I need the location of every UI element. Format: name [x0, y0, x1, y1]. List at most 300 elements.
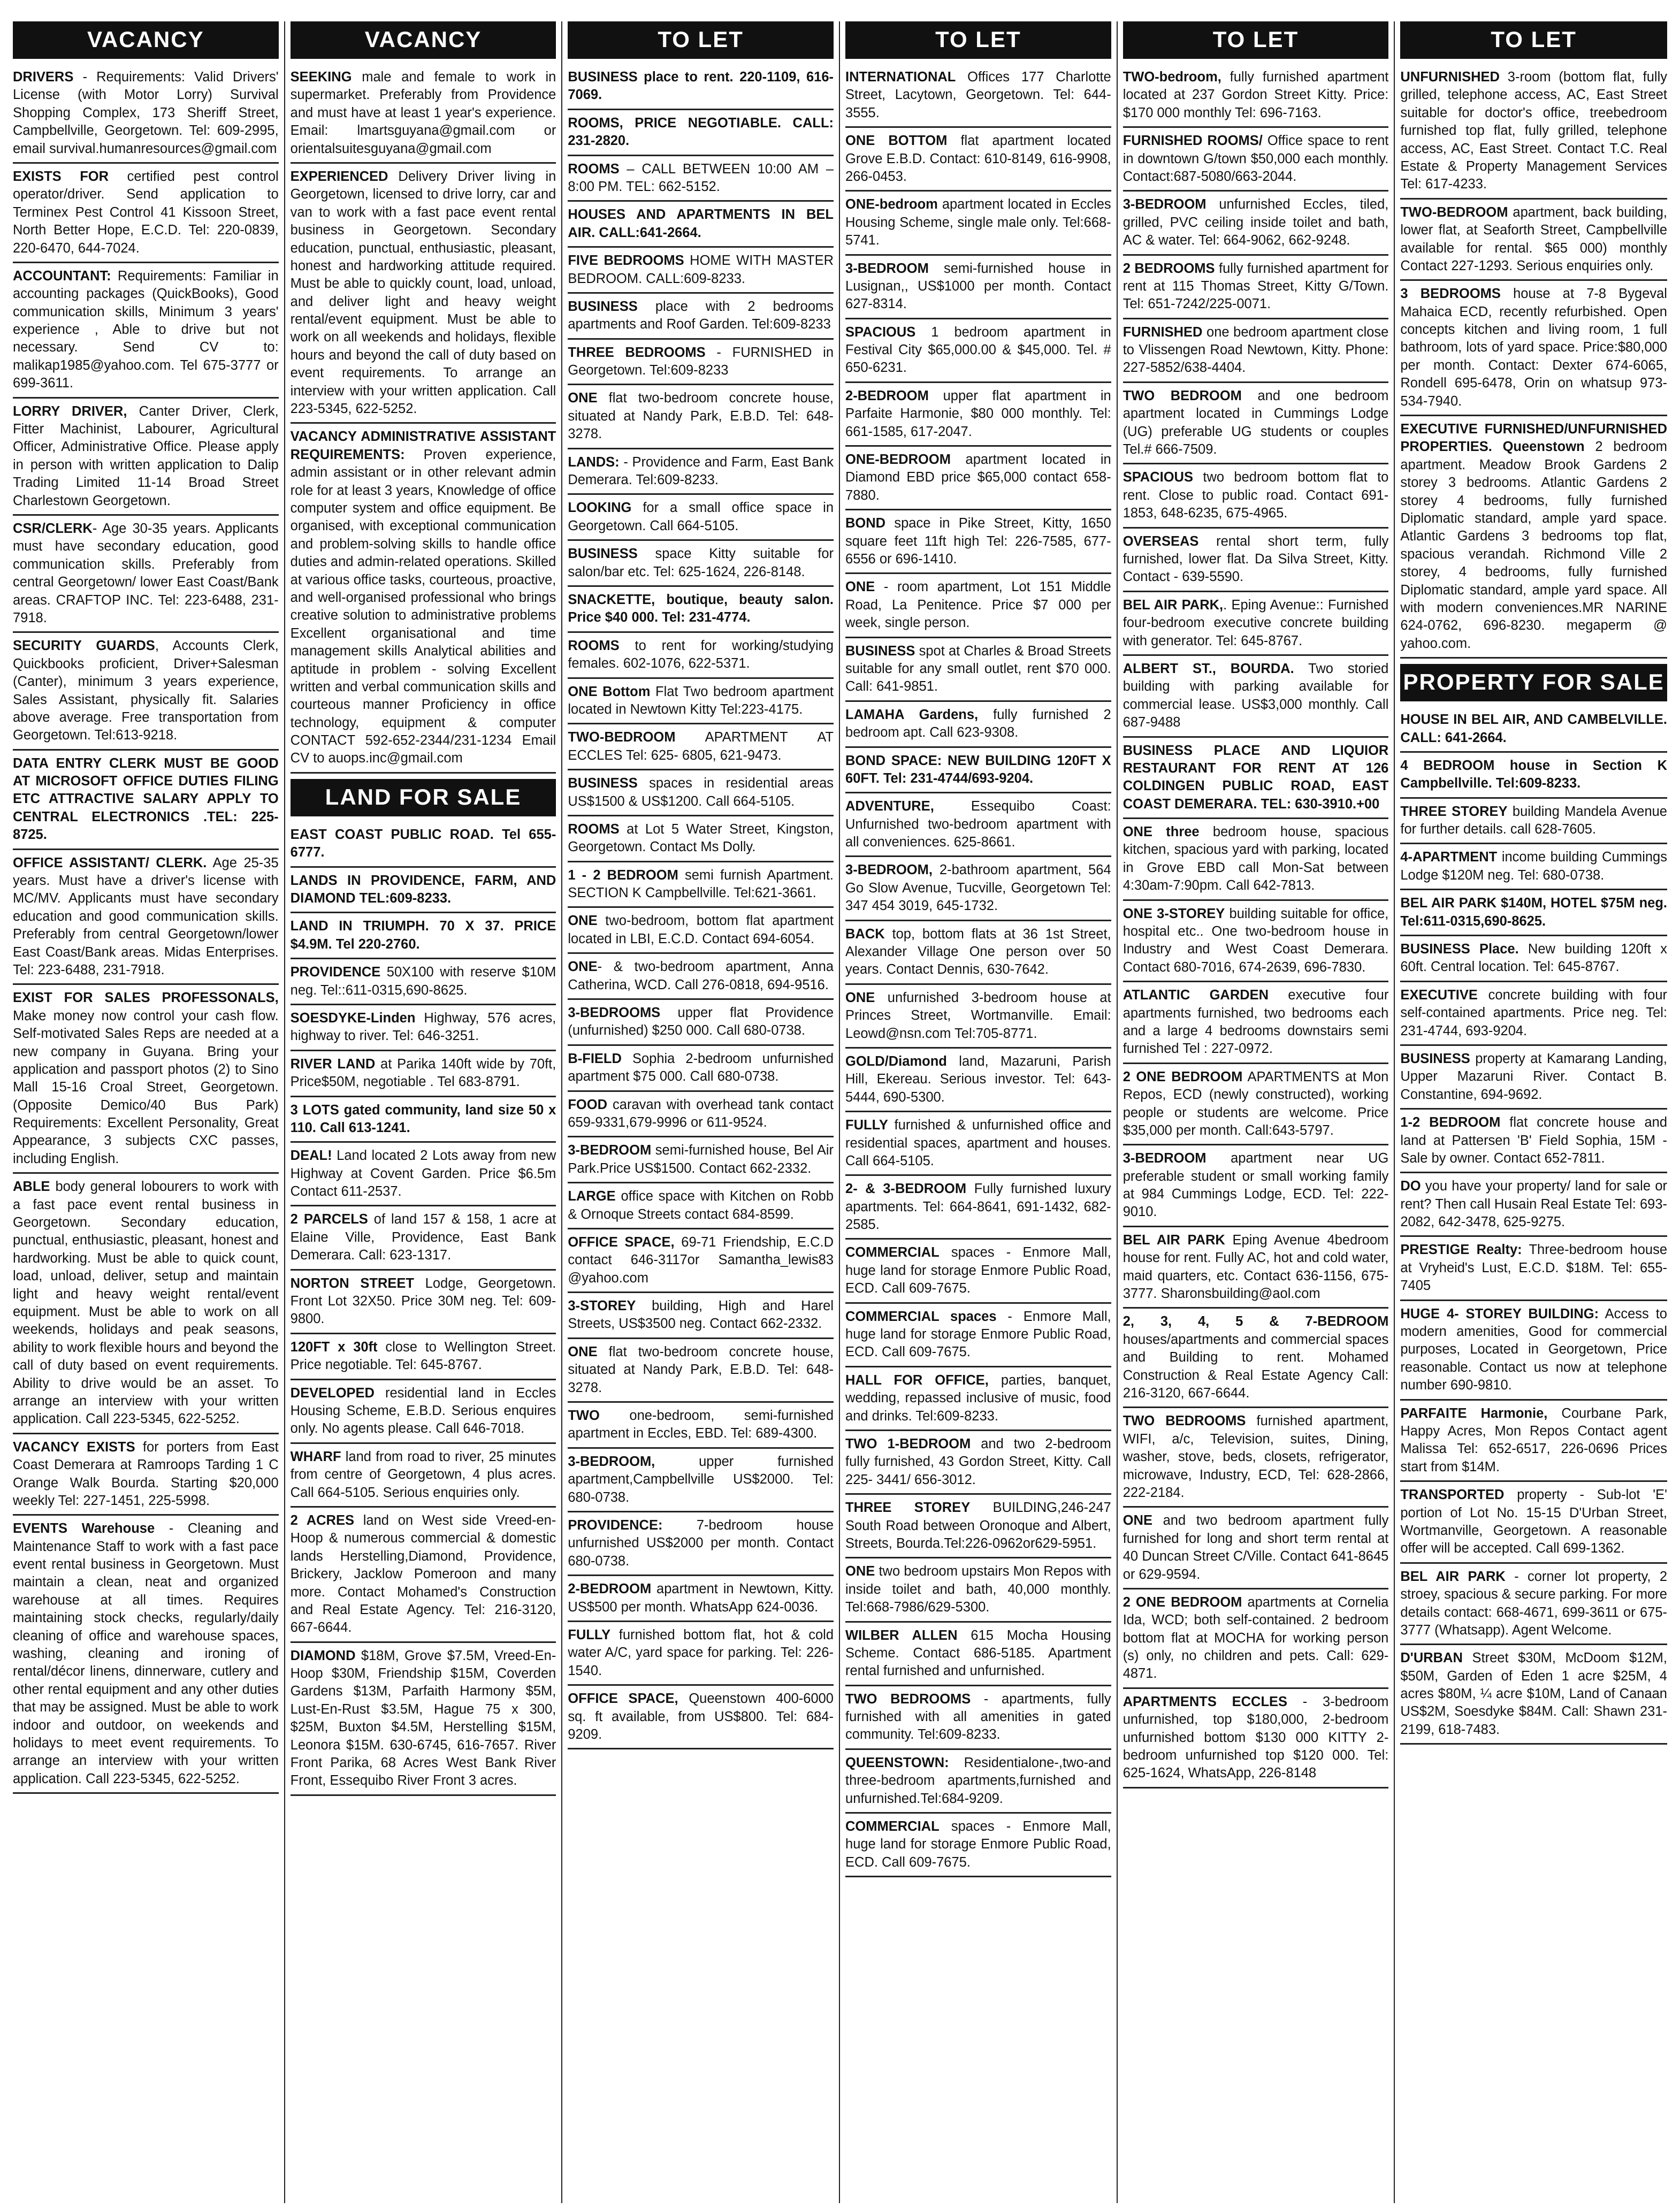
ad-headline: ONE-bedroom	[845, 197, 938, 212]
ad-body: building suitable for office, hospital etc.. One two-bedroom house in Industry and West Coast Demerara. Contact 680-7016, 674-2639, 696-7830.	[1122, 906, 1389, 975]
ad-headline: ONE	[568, 391, 598, 406]
ad-headline: BUSINESS Place.	[1400, 942, 1519, 957]
ad-headline: THREE STOREY	[1400, 804, 1508, 819]
ad-headline: LOOKING	[568, 500, 632, 516]
ad-headline: WHARF	[290, 1449, 341, 1464]
ad-body: 69-71 Friendship, E.C.D contact 646-3117or Samantha_lewis83 @yahoo.com	[568, 1234, 834, 1286]
classified-ad	[568, 158, 834, 202]
classified-ad	[1400, 1303, 1667, 1401]
classified-ad	[1400, 1048, 1667, 1110]
classified-ad	[845, 449, 1111, 510]
classified-ad	[568, 1688, 834, 1749]
classified-ad	[1400, 755, 1667, 799]
ad-body: . Eping Avenue:: Furnished four-bedroom executive concrete building with generator. Tel: 645-8767.	[1122, 597, 1389, 648]
ad-body: Delivery Driver living in Georgetown, licensed to drive lorry, car and van to work with a fast pace event rental business in Georgetown. Secondary education, punctual, enthusiastic, pleasant, honest and hardworking attitude required. Must be able to quickly count, load, unload, and deliver light and heavy weight rental/event equipment. Must be able to work on all weekends and holidays, flexible hours and beyond the call of duty based on event requirements. To arrange an interview with your written application. Call 223-5345, 622-5252.	[290, 169, 556, 417]
ad-headline: FULLY	[568, 1627, 611, 1642]
ad-headline: 2 BEDROOMS	[1122, 261, 1215, 276]
classified-ad	[291, 1645, 556, 1796]
ad-body: - Requirements: Valid Drivers' License (with Motor Lorry) Survival Shopping Complex, 173 Sheriff Street, Campbellville, Georgetown. Tel: 609-2995, email survival.humanresources@gmail.com	[13, 70, 279, 156]
ad-headline: FIVE BEDROOMS	[568, 253, 684, 269]
classified-ad	[568, 865, 834, 908]
classified-ad	[1123, 984, 1389, 1064]
classified-ad	[1123, 740, 1389, 820]
ad-headline: TWO-bedroom,	[1122, 70, 1221, 85]
ad-headline: ONE	[568, 959, 598, 975]
classified-ad	[568, 589, 834, 633]
ad-headline: APARTMENTS ECCLES	[1122, 1694, 1288, 1709]
classified-ad	[1400, 1647, 1667, 1745]
section-header: TO LET	[1400, 21, 1667, 59]
ad-body: land from road to river, 25 minutes from centre of Georgetown, 4 plus acres. Call 664-5105. Serious enquiries only.	[290, 1449, 556, 1500]
ad-body: building, High and Harel Streets, US$3500 neg. Contact 662-2332.	[568, 1298, 834, 1332]
classified-ad	[1123, 903, 1389, 983]
classified-ad	[845, 1497, 1111, 1558]
ad-headline: FURNISHED	[1122, 324, 1203, 340]
ad-body: - 3-bedroom unfurnished, top $180,000, 2-bedroom unfurnished bottom $130 000 KITTY 2-bedroom unfurnished top $120 000. Tel: 625-1624, WhatsApp, 226-8148	[1122, 1694, 1389, 1781]
ad-body: apartment near UG preferable student or small working family at 984 Cummings Lodge, ECD. Tel: 222-9010.	[1122, 1151, 1389, 1220]
ad-body: spaces in residential areas US$1500 & US$1200. Call 664-5105.	[568, 776, 834, 809]
classified-ad	[845, 322, 1111, 383]
classified-ad	[1123, 1510, 1389, 1589]
classified-ad	[291, 66, 556, 164]
classified-ad	[845, 987, 1111, 1049]
classified-ad	[1400, 418, 1667, 659]
classified-ad	[845, 513, 1111, 574]
classified-ad	[845, 258, 1111, 319]
ad-body: concrete building with four self-contained apartments. Price neg. Tel: 231-4744, 693-9204.	[1400, 987, 1667, 1038]
classified-ad	[1123, 1691, 1389, 1788]
ad-headline: 3-BEDROOM	[568, 1143, 652, 1158]
classified-ad	[845, 576, 1111, 638]
classified-ad	[845, 704, 1111, 748]
ad-headline: PROVIDENCE	[290, 965, 381, 980]
classified-ad	[845, 1178, 1111, 1240]
classified-ad	[1400, 1484, 1667, 1564]
ad-body: at Parika 140ft wide by 70ft, Price$50M, negotiable . Tel 683-8791.	[290, 1056, 556, 1090]
ad-headline: 120FT x 30ft	[290, 1339, 378, 1355]
ad-body: and two 2-bedroom fully furnished, 43 Gordon Street, Kitty. Call 225- 3441/ 656-3012.	[845, 1436, 1111, 1487]
classified-ad	[1400, 938, 1667, 982]
classified-ad	[1123, 1066, 1389, 1146]
ad-headline: DEAL!	[290, 1148, 332, 1164]
ad-body: apartment located in Eccles Housing Scheme, single male only. Tel:668-5741.	[845, 197, 1111, 248]
ad-headline: BEL AIR PARK,	[1122, 597, 1224, 613]
ad-headline: ONE	[845, 579, 875, 595]
ad-headline: EVENTS Warehouse	[13, 1521, 155, 1537]
ad-headline: BOND	[845, 516, 886, 531]
classified-ad	[568, 681, 834, 725]
ad-body: and two bedroom apartment fully furnished for long and short term rental at 40 Duncan Street C/Ville. Contact 641-8645 or 629-9594.	[1122, 1513, 1389, 1582]
ad-headline: TWO BEDROOM	[1122, 388, 1242, 403]
ad-headline: ONE	[845, 990, 875, 1005]
classified-ad	[568, 204, 834, 248]
ad-headline: BEL AIR PARK	[1400, 1569, 1506, 1584]
ad-body: - Age 30-35 years. Applicants must have secondary education, good communication skills. Preferably from central Georgetown/ lower East Coast/Bank areas. CRAFTOP INC. Tel: 223-6488, 231-7918.	[13, 521, 279, 625]
classified-ad	[1400, 1239, 1667, 1301]
ad-headline: DIAMOND	[290, 1648, 356, 1663]
classified-ad	[568, 1578, 834, 1622]
ad-body: unfurnished 3-bedroom house at Princes Street, Wortmanville. Email: Leowd@nsn.com Tel:705-8771.	[845, 990, 1111, 1041]
classified-ad	[568, 956, 834, 1000]
ad-headline: D'URBAN	[1400, 1650, 1463, 1666]
classified-ad	[1123, 594, 1389, 656]
ad-headline: OVERSEAS	[1122, 533, 1199, 549]
ad-headline: ROOMS, PRICE NEGOTIABLE. CALL: 231-2820.	[568, 115, 834, 149]
section-header: TO LET	[568, 21, 834, 59]
ad-body: caravan with overhead tank contact 659-9331,679-9996 or 611-9524.	[568, 1097, 834, 1130]
ad-body: Eping Avenue 4bedroom house for rent. Fully AC, hot and cold water, maid quarters, etc. Contact 636-1156, 675-3777. Sharonsbuilding@aol.com	[1122, 1232, 1389, 1302]
ad-headline: EXIST FOR SALES PROFESSONALS,	[13, 990, 279, 1006]
ad-body: income building Cummings Lodge $120M neg. Tel: 680-0738.	[1400, 850, 1667, 883]
ad-headline: 2-BEDROOM	[845, 388, 929, 403]
ad-body: space Kitty suitable for salon/bar etc. Tel: 625-1624, 226-8148.	[568, 546, 834, 579]
ad-headline: LANDS IN PROVIDENCE, FARM, AND DIAMOND TEL:609-8233.	[290, 873, 556, 906]
classified-ad	[13, 265, 279, 399]
classified-ad	[1400, 283, 1667, 416]
ad-body: Fully furnished luxury apartments. Tel: 664-8641, 691-1432, 682-2585.	[845, 1181, 1111, 1233]
classified-ad	[568, 1002, 834, 1046]
ad-body: two bedroom upstairs Mon Repos with inside toilet and bath, 40,000 monthly. Tel:668-7986/629-5300.	[845, 1564, 1111, 1615]
ad-body: Make money now control your cash flow. Self-motivated Sales Reps are needed at a new company in Guyana. Bring your application and passport photos (2) to Sino Mall 15-16 Croal Street, Georgetown. (Opposite Demico/40 Bus Park) Requirements: Excellent Personality, Great Appearance, 3 subjects CXC passes, including English.	[13, 1008, 279, 1166]
classified-ad	[845, 1370, 1111, 1431]
classified-ad	[845, 385, 1111, 447]
ad-headline: GOLD/Diamond	[845, 1053, 947, 1069]
ad-body: semi-furnished house, Bel Air Park.Price US$1500. Contact 662-2332.	[568, 1143, 834, 1176]
classified-ad	[291, 1336, 556, 1380]
classified-ad	[568, 1140, 834, 1183]
ad-body: 1 bedroom apartment in Festival City $65,000.00 & $45,000. Tel. # 650-6231.	[845, 324, 1111, 376]
classified-ad	[13, 987, 279, 1174]
classified-ad	[1123, 1229, 1389, 1309]
ad-headline: ONE	[845, 1564, 875, 1579]
ad-body: bedroom house, spacious kitchen, spacious yard with parking, located in Grove EBD call Mon-Sat between 4:30am-7:90pm. Call 642-7813.	[1122, 824, 1389, 893]
ad-headline: EXISTS FOR	[13, 169, 109, 184]
classified-ad	[291, 870, 556, 914]
ad-body: parties, banquet, wedding, repassed inclusive of music, food and drinks. Tel:609-8233.	[845, 1372, 1111, 1424]
ad-headline: BUSINESS place to rent. 220-1109, 616-7069.	[568, 70, 834, 103]
ad-headline: DEVELOPED	[290, 1385, 375, 1401]
section-header: TO LET	[1123, 21, 1389, 59]
ad-headline: THREE STOREY	[845, 1500, 971, 1516]
ad-headline: TWO-BEDROOM	[1400, 204, 1508, 220]
classified-ad	[13, 1518, 279, 1794]
ad-body: and one bedroom apartment located in Cummings Lodge (UG) preferable UG students or couples Tel.# 666-7509.	[1122, 388, 1389, 457]
column-4	[840, 21, 1118, 2203]
ad-headline: PARFAITE Harmonie,	[1400, 1405, 1548, 1421]
column-5	[1118, 21, 1395, 2203]
ad-headline: NORTON STREET	[290, 1275, 414, 1291]
ad-headline: 2 ONE BEDROOM	[1122, 1594, 1242, 1610]
classified-ad	[291, 426, 556, 773]
classified-ad	[291, 1053, 556, 1097]
ad-headline: 2- & 3-BEDROOM	[845, 1181, 967, 1197]
ad-headline: DO	[1400, 1179, 1421, 1194]
ad-headline: HOUSES AND APARTMENTS IN BEL AIR. CALL:641-2664.	[568, 207, 834, 240]
ad-body: spaces - Enmore Mall, huge land for storage Enmore Public Road, ECD. Call 609-7675.	[845, 1819, 1111, 1870]
column-6	[1395, 21, 1673, 2203]
ad-body: two bedroom bottom flat to rent. Close to public road. Contact 691-1853, 648-6235, 675-4965.	[1122, 470, 1389, 521]
ad-headline: B-FIELD	[568, 1051, 622, 1066]
classified-ad	[568, 1186, 834, 1229]
ad-headline: 4-APARTMENT	[1400, 850, 1498, 865]
ad-body: Street $30M, McDoom $12M, $50M, Garden of Eden 1 acre $25M, 4 acres $80M, ¼ acre $10M, Land of Canaan US$2M, Soesdyke $84M. Call: Shawn 231-2199, 618-7483.	[1400, 1650, 1667, 1737]
ad-headline: 3-BEDROOMS	[568, 1005, 661, 1021]
ad-body: Sophia 2-bedroom unfurnished apartment $75 000. Call 680-0738.	[568, 1051, 834, 1084]
ad-headline: COMMERCIAL	[845, 1819, 940, 1835]
ad-headline: SPACIOUS	[1122, 470, 1193, 485]
classified-ad	[1400, 66, 1667, 200]
ad-headline: BUSINESS	[845, 643, 915, 659]
ad-headline: BOND SPACE: NEW BUILDING 120FT X 60FT. Tel: 231-4744/693-9204.	[845, 753, 1111, 786]
classified-ad	[1123, 322, 1389, 383]
ad-body: flat apartment located Grove E.B.D. Contact: 610-8149, 616-9908, 266-0453.	[845, 133, 1111, 184]
ad-body: semi-furnished house in Lusignan,, US$1000 per month. Contact 627-8314.	[845, 261, 1111, 312]
ad-headline: ABLE	[13, 1179, 50, 1195]
ad-headline: BEL AIR PARK	[1122, 1232, 1225, 1248]
ad-body: upper furnished apartment,Campbellville US$2000. Tel: 680-0738.	[568, 1454, 834, 1505]
section-header: VACANCY	[291, 21, 556, 59]
ad-body: fully furnished apartment for rent at 115 Thomas Street, Kitty G/Town. Tel: 651-7242/225-0071.	[1122, 261, 1389, 312]
classified-ad	[568, 727, 834, 770]
ad-headline: EXECUTIVE FURNISHED/UNFURNISHED PROPERTIES. Queenstown	[1400, 422, 1667, 455]
classified-ad	[568, 1515, 834, 1576]
ad-body: Canter Driver, Clerk, Fitter Machinist, Labourer, Agricultural Officer, Administrative Office. Please apply in person with written application to Dalip Trading Limited 11-14 Broad Street Charlestown Georgetown.	[13, 403, 279, 508]
column-1	[7, 21, 285, 2203]
ad-headline: 4 BEDROOM house in Section K Campbellville. Tel:609-8233.	[1400, 758, 1667, 791]
ad-headline: WILBER ALLEN	[845, 1627, 958, 1643]
ad-headline: THREE BEDROOMS	[568, 345, 706, 360]
classified-ad	[1400, 1403, 1667, 1482]
ad-headline: UNFURNISHED	[1400, 70, 1500, 85]
classified-ad	[291, 1273, 556, 1334]
classified-ad	[845, 923, 1111, 985]
ad-body: executive four apartments furnished, two bedrooms each and a large 4 bedrooms downstairs semi furnished Tel : 227-0972.	[1122, 988, 1389, 1057]
ad-headline: ADVENTURE,	[845, 799, 934, 814]
classified-ad	[291, 1209, 556, 1270]
classified-ad	[568, 635, 834, 679]
classified-ad	[845, 1051, 1111, 1112]
classified-ad	[1123, 821, 1389, 901]
classified-ad	[291, 1099, 556, 1143]
classified-ad	[845, 1242, 1111, 1303]
ad-body: house at 7-8 Bygeval Mahaica ECD, recently refurbished. Open concepts kitchen and living room, 1 full bathroom, lots of yard space. Price:$80,000 per month. Contact: Dexter 674-6065, Rondell 695-6478, Orin on whatsup 973-534-7940.	[1400, 286, 1667, 409]
classified-ad	[1400, 1112, 1667, 1173]
ad-body: Essequibo Coast: Unfurnished two-bedroom apartment with all conveniences. 625-8661.	[845, 799, 1111, 850]
ad-body: rental short term, fully furnished, lower flat. Da Silva Street, Kitty. Contact - 639-5590.	[1122, 533, 1389, 585]
classified-ad	[291, 1510, 556, 1643]
classified-ad	[845, 194, 1111, 255]
classified-ad	[568, 296, 834, 340]
ad-body: close to Wellington Street. Price negotiable. Tel: 645-8767.	[290, 1339, 556, 1373]
classified-ad	[845, 1816, 1111, 1877]
ad-headline: ONE three	[1122, 824, 1200, 840]
ad-headline: BACK	[845, 926, 885, 942]
ad-body: flat two-bedroom concrete house, situated at Nandy Park, E.B.D. Tel: 648-3278.	[568, 1344, 834, 1395]
classified-ad	[568, 387, 834, 449]
ad-body: at Lot 5 Water Street, Kingston, Georgetown. Contact Ms Dolly.	[568, 821, 834, 855]
ad-headline: FURNISHED ROOMS/	[1122, 133, 1263, 149]
ad-headline: BUSINESS	[568, 546, 638, 562]
ad-headline: ATLANTIC GARDEN	[1122, 988, 1269, 1003]
ad-headline: LAND IN TRIUMPH. 70 X 37. PRICE $4.9M. Tel 220-2760.	[290, 919, 556, 952]
ad-body: apartment, back building, lower flat, at Seaforth Street, Campbellville available for rental. $65 000) monthly Contact 227-1293. Serious enquiries only.	[1400, 204, 1667, 273]
ad-headline: ONE	[1122, 1513, 1152, 1528]
ad-headline: 2 PARCELS	[290, 1212, 368, 1227]
ad-body: office space with Kitchen on Robb & Ornoque Streets contact 684-8599.	[568, 1189, 834, 1222]
ad-body: Residentialone-,two-and three-bedroom apartments,furnished and unfurnished.Tel:684-9209.	[845, 1755, 1111, 1806]
ad-headline: HUGE 4- STOREY BUILDING:	[1400, 1306, 1599, 1321]
classified-ad	[13, 753, 279, 850]
ad-headline: LAMAHA Gardens,	[845, 707, 979, 722]
ad-headline: LARGE	[568, 1189, 616, 1204]
ad-headline: BUSINESS	[568, 776, 638, 791]
classified-ad	[1123, 531, 1389, 592]
ad-body: - Cleaning and Maintenance Staff to work with a fast pace event rental business in Georgetown. Must maintain a clean, neat and organized warehouse at all times. Requires maintaining stock checks, regularly/daily cleaning of office and warehouse spaces, washing, cleaning and ironing of rental/décor linens, dinnerware, cutlery and other rental equipment and any other duties that may be assigned. Must be able to work indoor and outdoor, on weekends and holidays to meet event requirements. To arrange an interview with your written application. Call 223-5345, 622-5252.	[13, 1521, 279, 1786]
classified-ad	[13, 635, 279, 750]
ad-body: Age 25-35 years. Must have a driver's license with MC/MV. Applicants must have secondary education and good communication skills. Preferably from central Georgetown/lower East Coast/Bank areas. Midas Enterprises. Tel: 223-6488, 231-7918.	[13, 855, 279, 977]
ad-body: land on West side Vreed-en-Hoop & numerous commercial & domestic lands Herstelling,Diamond, Providence, Brickery, Jacklow Pomeroon and many more. Contact Mohamed's Construction and Real Estate Agency. Tel: 216-3120, 667-6644.	[290, 1512, 556, 1635]
ad-body: certified pest control operator/driver. Send application to Terminex Pest Control 41 Kissoon Street, North Better Hope, E.C.D. Tel: 220-0839, 220-6470, 644-7024.	[13, 169, 279, 256]
classified-ad	[1123, 130, 1389, 192]
ad-body: building Mandela Avenue for further details. call 628-7605.	[1400, 804, 1667, 837]
ad-headline: LORRY DRIVER,	[13, 403, 127, 419]
classified-ad	[568, 773, 834, 816]
ad-body: - room apartment, Lot 151 Middle Road, La Penitence. Price $7 000 per week, single person.	[845, 579, 1111, 631]
ad-body: - Enmore Mall, huge land for storage Enmore Public Road, ECD. Call 609-7675.	[845, 1309, 1111, 1360]
ad-body: furnished apartment, WIFI, a/c, Television, suites, Dining, washer, stove, beds, closets, refrigerator, microwave, Industry, ECD, Tel: 628-2866, 222-2184.	[1122, 1413, 1389, 1500]
classified-ad	[845, 1561, 1111, 1622]
classified-ad	[568, 1232, 834, 1293]
ad-body: apartments at Cornelia Ida, WCD; both self-contained. 2 bedroom bottom flat at MOCHA for working person (s) only, no children and pets. Call: 629-4871.	[1122, 1594, 1389, 1681]
classified-ad	[1400, 709, 1667, 753]
ad-headline: EXPERIENCED	[290, 169, 388, 184]
ad-body: 7-bedroom house unfurnished US$2000 per month. Contact 680-0738.	[568, 1518, 834, 1569]
classified-ad	[1400, 892, 1667, 936]
ad-headline: 3-BEDROOM	[1122, 197, 1206, 212]
ad-body: furnished bottom flat, hot & cold water A/C, yard space for parking. Tel: 226-1540.	[568, 1627, 834, 1678]
classified-ad	[13, 66, 279, 164]
classified-ad	[291, 166, 556, 424]
ad-body: Three-bedroom house at Vryheid's Lust, E.C.D. $18M. Tel: 655-7405	[1400, 1242, 1668, 1294]
classified-ad	[568, 1094, 834, 1138]
ad-body: place with 2 bedrooms apartments and Roof Garden. Tel:609-8233	[568, 299, 834, 332]
ad-body: property at Kamarang Landing, Upper Mazaruni River. Contact B. Constantine, 694-9692.	[1400, 1051, 1667, 1102]
ad-body: Lodge, Georgetown. Front Lot 32X50. Price 30M neg. Tel: 609-9800.	[290, 1275, 556, 1327]
ad-headline: HOUSE IN BEL AIR, AND CAMBELVILLE. CALL: 641-2664.	[1400, 712, 1667, 745]
ad-body: two-bedroom, bottom flat apartment located in LBI, E.C.D. Contact 694-6054.	[568, 913, 834, 946]
classified-ad	[845, 1752, 1111, 1814]
classified-ad	[845, 640, 1111, 702]
classified-ad	[845, 1306, 1111, 1367]
ad-headline: BEL AIR PARK $140M, HOTEL $75M neg. Tel:611-0315,690-8625.	[1400, 896, 1667, 929]
ad-body: one-bedroom, semi-furnished apartment in Eccles, EBD. Tel: 689-4300.	[568, 1408, 834, 1441]
classified-ad	[1123, 258, 1389, 319]
classified-ad	[568, 452, 834, 495]
ad-headline: FOOD	[568, 1097, 608, 1112]
classified-ad	[568, 112, 834, 156]
classified-ad	[568, 1341, 834, 1403]
ad-headline: TWO 1-BEDROOM	[845, 1436, 971, 1451]
ad-body: space in Pike Street, Kitty, 1650 square feet 11ft high Tel: 226-7585, 677-6556 or 696-1410.	[845, 516, 1111, 567]
ad-body: - FURNISHED in Georgetown. Tel:609-8233	[568, 345, 834, 378]
classified-ad	[1400, 202, 1667, 281]
classified-ad	[568, 910, 834, 954]
ad-body: Requirements: Familiar in accounting packages (QuickBooks), Good communication skills, Minimum 3 years' experience , Able to drive but not necessary. Send CV to: malikap1985@yahoo.com. Tel 675-3777 or 699-3611.	[13, 268, 279, 391]
ad-headline: RIVER LAND	[290, 1056, 376, 1072]
section-header: PROPERTY FOR SALE	[1400, 664, 1667, 701]
classified-ad	[291, 1446, 556, 1508]
classified-ad	[1123, 658, 1389, 738]
ad-headline: BUSINESS	[1400, 1051, 1470, 1066]
ad-headline: ROOMS	[568, 161, 620, 177]
ad-body: Flat Two bedroom apartment located in Newtown Kitty Tel:223-4175.	[568, 684, 834, 717]
classified-ad	[291, 1007, 556, 1051]
ad-headline: ONE	[568, 913, 598, 929]
classified-ad	[845, 1114, 1111, 1176]
classified-ad	[568, 497, 834, 541]
classified-ad	[1123, 385, 1389, 465]
ad-body: flat two-bedroom concrete house, situated at Nandy Park, E.B.D. Tel: 648-3278.	[568, 391, 834, 442]
ad-headline: TWO	[568, 1408, 600, 1424]
ad-headline: SEEKING	[290, 70, 352, 85]
classified-ad	[13, 401, 279, 516]
ad-body: 2 bedroom apartment. Meadow Brook Gardens 2 storey 3 bedrooms. Atlantic Gardens 2 storey 4 bedrooms, fully furnished Diplomatic standard, ample yard space. Atlantic Gardens 3 bedrooms top flat, spacious verandah. Richmond Ville 2 storey, 4 bedrooms, fully furnished Diplomatic standard, ample yard space. All with modern conveniences.MR NARINE 624-0762, 696-8230. megaperm @ yahoo.com.	[1400, 439, 1667, 651]
classified-ad	[1400, 801, 1667, 845]
ad-body: Highway, 576 acres, highway to river. Tel: 646-3251.	[290, 1010, 556, 1044]
section-header: VACANCY	[13, 21, 279, 59]
classified-ad	[1123, 1592, 1389, 1689]
classified-ad	[291, 915, 556, 959]
classified-ad	[13, 166, 279, 263]
classified-ad	[568, 819, 834, 862]
ad-headline: DATA ENTRY CLERK MUST BE GOOD AT MICROSOFT OFFICE DUTIES FILING ETC ATTRACTIVE SALARY APPLY TO CENTRAL ELECTRONICS .TEL: 225-8725.	[13, 755, 279, 843]
ad-body: APARTMENTS at Mon Repos, ECD (newly constructed), working people or students are welcome. Price $35,000 per month. Call:643-5797.	[1122, 1069, 1389, 1138]
classified-ad	[568, 1295, 834, 1339]
ad-body: semi furnish Apartment. SECTION K Campbellville. Tel:621-3661.	[568, 867, 834, 901]
ad-body: New building 120ft x 60ft. Central location. Tel: 645-8767.	[1400, 942, 1667, 975]
classified-ad	[568, 66, 834, 110]
ad-body: APARTMENT AT ECCLES Tel: 625- 6805, 621-9473.	[568, 730, 834, 763]
ad-body: Proven experience, admin assistant or in other relevant admin role for at least 3 years, Knowledge of office computer system and office equipment. Be organised, with exceptional communication and problem-solving skills to handle office duties and admin-related operations. Skilled at various office tasks, courteous, proactive, and well-organised professional who brings creative solution to administrative problems Excellent organisational and time management skills Analytical abilities and aptitude in problem - solving Excellent written and verbal communication skills and courteous manner Proficiency in office technology, equipment & computer CONTACT 592-652-2344/231-1234 Email CV to auops.inc@gmail.com	[290, 447, 556, 766]
ad-body: Courbane Park, Happy Acres, Mon Repos Contact agent Malissa Tel: 652-6517, 226-0696 Prices start from $14M.	[1400, 1405, 1668, 1474]
ad-headline: ONE-BEDROOM	[845, 452, 951, 468]
ad-body: - corner lot property, 2 stroey, spacious & secure parking. For more details contact: 668-4671, 699-3611 or 675-3777 (Whatsapp). Agent Welcome.	[1400, 1569, 1667, 1638]
ad-body: body general lobourers to work with a fast pace event rental business in Georgetown. Secondary education, punctual, enthusiastic, pleasant, honest and hardworking. Must be able to quick count, load, unload, deliver, setup and maintain light and heavy weight rental/event equipment. Must be able to work on all weekends, holidays and peak seasons, ability to work flexible hours and beyond the call of duty based on event requirements. Ability to drive would be an asset. To arrange an interview with your written application. Call 223-5345, 622-5252.	[13, 1179, 279, 1427]
ad-headline: QUEENSTOWN:	[845, 1755, 949, 1770]
ad-body: apartment in Newtown, Kitty. US$500 per month. WhatsApp 624-0036.	[568, 1581, 834, 1615]
classified-ad	[1400, 846, 1667, 890]
ad-headline: OFFICE SPACE,	[568, 1234, 675, 1250]
ad-headline: ONE	[568, 1344, 598, 1359]
ad-body: male and female to work in supermarket. Preferably from Providence and must have at least 1 year's experience. Email: lmartsguyana@gmail.com or orientalsuitesguyana@gmail.com	[290, 70, 556, 156]
column-2	[285, 21, 563, 2203]
ad-headline: TWO BEDROOMS	[1122, 1413, 1246, 1429]
classified-ad	[568, 1048, 834, 1092]
ad-headline: 3-BEDROOM,	[568, 1454, 655, 1469]
ad-body: furnished & unfurnished office and residential spaces, apartment and houses. Call 664-5105.	[845, 1118, 1111, 1168]
classified-ad	[1123, 1148, 1389, 1227]
ad-headline: BUSINESS	[568, 299, 638, 314]
ad-body: - Providence and Farm, East Bank Demerara. Tel:609-8233.	[568, 454, 834, 488]
ad-headline: TWO BEDROOMS	[845, 1691, 971, 1707]
ad-headline: 3-BEDROOM,	[845, 862, 933, 878]
classified-ad	[845, 1625, 1111, 1686]
classified-ad	[291, 824, 556, 868]
ad-body: top, bottom flats at 36 1st Street, Alexander Village One person over 50 years. Contact Dennis, 630-7642.	[845, 926, 1111, 977]
ad-body: Queenstown 400-6000 sq. ft available, from US$800. Tel: 684-9209.	[568, 1691, 834, 1742]
ad-headline: SECURITY GUARDS	[13, 638, 155, 654]
ad-body: flat concrete house and land at Pattersen 'B' Field Sophia, 15M - Sale by owner. Contact 652-7811.	[1400, 1115, 1668, 1166]
